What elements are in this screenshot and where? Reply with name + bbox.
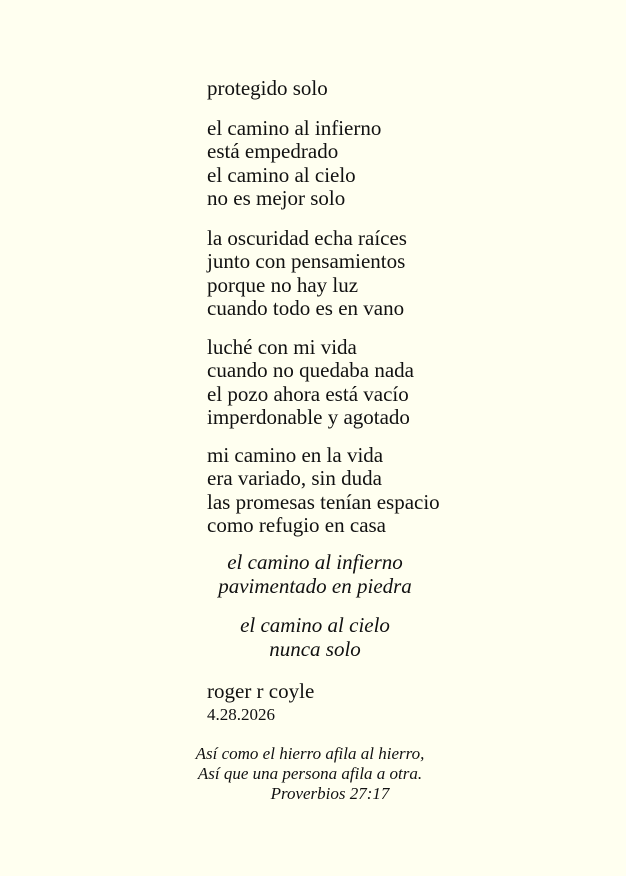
- poem-line: no es mejor solo: [207, 185, 346, 210]
- poem-author: roger r coyle: [207, 679, 315, 703]
- refrain-line: nunca solo: [269, 636, 361, 661]
- poem-line: la oscuridad echa raíces: [207, 226, 407, 250]
- poem-line: las promesas tenían espacio: [207, 489, 440, 514]
- bible-verse: [150, 744, 470, 804]
- poem-line: mi camino en la vida: [207, 443, 384, 467]
- refrain-2: [170, 614, 460, 661]
- poem-line: cuando todo es en vano: [207, 295, 405, 320]
- poem-line: luché con mi vida: [207, 335, 357, 359]
- verse-reference: Proverbios 27:17: [270, 784, 390, 803]
- verse-line: Así como el hierro afila al hierro,: [195, 744, 425, 763]
- refrain-line: pavimentado en piedra: [218, 573, 412, 598]
- stanza-1: [207, 117, 381, 210]
- refrain-1: [170, 551, 460, 598]
- poem-line: porque no hay luz: [207, 272, 359, 297]
- refrain-line: el camino al cielo: [240, 613, 390, 637]
- poem-line: era variado, sin duda: [207, 466, 382, 491]
- stanza-3: [207, 336, 414, 429]
- poem-line: como refugio en casa: [207, 512, 387, 537]
- poem-line: cuando no quedaba nada: [207, 358, 414, 383]
- poem-line: el camino al cielo: [207, 162, 356, 187]
- verse-line: Así que una persona afila a otra.: [197, 764, 423, 783]
- poem-line: imperdonable y agotado: [207, 404, 410, 429]
- poem-line: está empedrado: [207, 139, 339, 164]
- poem-line: junto con pensamientos: [207, 249, 406, 274]
- refrain-line: el camino al infierno: [227, 550, 403, 574]
- poem-title: protegido solo: [207, 76, 328, 100]
- poem-line: el camino al infierno: [207, 116, 382, 140]
- poem-line: el pozo ahora está vacío: [207, 381, 409, 406]
- stanza-4: [207, 444, 440, 537]
- stanza-2: [207, 227, 407, 320]
- poem-date: 4.28.2026: [207, 705, 275, 724]
